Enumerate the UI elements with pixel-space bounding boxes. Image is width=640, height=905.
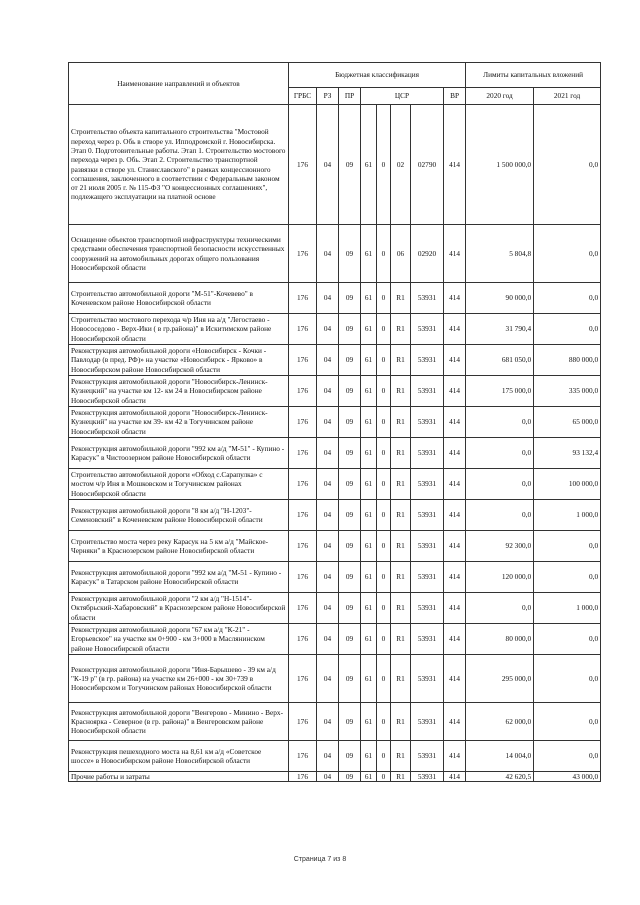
csr-part-3: R1 [391, 624, 411, 655]
limit-2021: 0,0 [534, 703, 601, 741]
grbs-code: 176 [289, 105, 317, 225]
csr-part-1: 61 [361, 562, 377, 593]
pr-code: 09 [339, 225, 361, 283]
rz-code: 04 [317, 407, 339, 438]
csr-part-4: 53931 [411, 376, 444, 407]
csr-part-1: 61 [361, 531, 377, 562]
csr-part-4: 53931 [411, 283, 444, 314]
csr-part-1: 61 [361, 741, 377, 772]
csr-part-1: 61 [361, 772, 377, 782]
grbs-code: 176 [289, 772, 317, 782]
csr-part-1: 61 [361, 283, 377, 314]
csr-part-1: 61 [361, 345, 377, 376]
vr-code: 414 [444, 741, 466, 772]
pr-code: 09 [339, 703, 361, 741]
header-pr: ПР [339, 88, 361, 105]
csr-part-3: R1 [391, 772, 411, 782]
grbs-code: 176 [289, 376, 317, 407]
csr-part-3: R1 [391, 469, 411, 500]
object-name: Реконструкция автомобильной дороги "Иня-Барышево - 39 км а/д "К-19 р" (в гр. района) на участке км 26+000 - км 30+739 в Новосибирском и Тогучинском районах Новосибирской области [69, 655, 289, 703]
limit-2021: 0,0 [534, 655, 601, 703]
csr-part-2: 0 [377, 283, 391, 314]
csr-part-3: R1 [391, 703, 411, 741]
csr-part-3: R1 [391, 531, 411, 562]
table-row [69, 438, 601, 469]
pr-code: 09 [339, 314, 361, 345]
pr-code: 09 [339, 105, 361, 225]
table-row [69, 225, 601, 283]
csr-part-3: R1 [391, 407, 411, 438]
table-row [69, 376, 601, 407]
limit-2020: 0,0 [466, 407, 534, 438]
limit-2021: 93 132,4 [534, 438, 601, 469]
limit-2020: 90 000,0 [466, 283, 534, 314]
grbs-code: 176 [289, 469, 317, 500]
table-body [69, 105, 601, 782]
csr-part-1: 61 [361, 703, 377, 741]
header-grbs: ГРБС [289, 88, 317, 105]
csr-part-1: 61 [361, 105, 377, 225]
limit-2020: 681 050,0 [466, 345, 534, 376]
csr-part-4: 53931 [411, 741, 444, 772]
csr-part-4: 02790 [411, 105, 444, 225]
pr-code: 09 [339, 593, 361, 624]
table-row [69, 772, 601, 782]
limit-2021: 1 000,0 [534, 500, 601, 531]
table-row [69, 562, 601, 593]
header-budget-classification: Бюджетная классификация [289, 63, 466, 88]
rz-code: 04 [317, 376, 339, 407]
csr-part-4: 02920 [411, 225, 444, 283]
limit-2020: 0,0 [466, 438, 534, 469]
pr-code: 09 [339, 655, 361, 703]
csr-part-1: 61 [361, 624, 377, 655]
grbs-code: 176 [289, 531, 317, 562]
object-name: Строительство объекта капитального строительства "Мостовой переход через р. Обь в створе ул. Ипподромской г. Новосибирска. Этап 0. Подготовительные работы. Этап 1. Строительство мостового перехода через р. Обь. Этап 2. Строительство транспортной развязки в створе ул. Станиславского" в рамках концессионного соглашения, заключенного в соответствии с Федеральным законом от 21 июля 2005 г. № 115-ФЗ "О концессионных соглашениях", подлежащего эксплуатации на платной основе [69, 105, 289, 225]
csr-part-2: 0 [377, 593, 391, 624]
csr-part-2: 0 [377, 655, 391, 703]
vr-code: 414 [444, 562, 466, 593]
header-csr: ЦСР [361, 88, 444, 105]
rz-code: 04 [317, 624, 339, 655]
limit-2021: 0,0 [534, 105, 601, 225]
rz-code: 04 [317, 593, 339, 624]
vr-code: 414 [444, 283, 466, 314]
vr-code: 414 [444, 500, 466, 531]
table-row [69, 593, 601, 624]
table-row [69, 345, 601, 376]
csr-part-2: 0 [377, 624, 391, 655]
csr-part-2: 0 [377, 407, 391, 438]
limit-2021: 100 000,0 [534, 469, 601, 500]
object-name: Реконструкция автомобильной дороги «Новосибирск - Кочки - Павлодар (в пред. РФ)» на участке «Новосибирск - Ярково» в Новосибирском районе Новосибирской области [69, 345, 289, 376]
pr-code: 09 [339, 438, 361, 469]
limit-2020: 42 620,5 [466, 772, 534, 782]
csr-part-1: 61 [361, 500, 377, 531]
object-name: Строительство автомобильной дороги "М-51"-Кочевево" в Коченевском районе Новосибирской области [69, 283, 289, 314]
csr-part-3: R1 [391, 500, 411, 531]
limit-2021: 0,0 [534, 314, 601, 345]
rz-code: 04 [317, 225, 339, 283]
limit-2020: 80 000,0 [466, 624, 534, 655]
csr-part-2: 0 [377, 345, 391, 376]
vr-code: 414 [444, 703, 466, 741]
table-row [69, 531, 601, 562]
csr-part-2: 0 [377, 500, 391, 531]
limit-2020: 14 004,0 [466, 741, 534, 772]
csr-part-4: 53931 [411, 500, 444, 531]
limit-2020: 175 000,0 [466, 376, 534, 407]
table-row [69, 407, 601, 438]
csr-part-4: 53931 [411, 314, 444, 345]
csr-part-4: 53931 [411, 772, 444, 782]
rz-code: 04 [317, 469, 339, 500]
rz-code: 04 [317, 531, 339, 562]
table-row [69, 469, 601, 500]
header-capital-limits: Лимиты капитальных вложений [466, 63, 601, 88]
limit-2021: 43 000,0 [534, 772, 601, 782]
object-name: Реконструкция автомобильной дороги "67 км а/д "К-21" - Егорьевское" на участке км 0+900 - км 3+000 в Маслянинском районе Новосибирской области [69, 624, 289, 655]
csr-part-4: 53931 [411, 562, 444, 593]
csr-part-3: R1 [391, 655, 411, 703]
object-name: Прочие работы и затраты [69, 772, 289, 782]
table-row [69, 741, 601, 772]
limit-2020: 1 500 000,0 [466, 105, 534, 225]
table-row [69, 283, 601, 314]
table-row [69, 105, 601, 225]
grbs-code: 176 [289, 283, 317, 314]
header-2021: 2021 год [534, 88, 601, 105]
csr-part-1: 61 [361, 314, 377, 345]
pr-code: 09 [339, 407, 361, 438]
vr-code: 414 [444, 225, 466, 283]
rz-code: 04 [317, 283, 339, 314]
csr-part-2: 0 [377, 376, 391, 407]
limit-2021: 1 000,0 [534, 593, 601, 624]
rz-code: 04 [317, 703, 339, 741]
page-number: Страница 7 из 8 [293, 856, 347, 863]
limit-2020: 62 000,0 [466, 703, 534, 741]
grbs-code: 176 [289, 593, 317, 624]
vr-code: 414 [444, 531, 466, 562]
pr-code: 09 [339, 376, 361, 407]
csr-part-3: R1 [391, 376, 411, 407]
table-row [69, 703, 601, 741]
rz-code: 04 [317, 105, 339, 225]
csr-part-3: R1 [391, 345, 411, 376]
csr-part-1: 61 [361, 438, 377, 469]
table-row [69, 500, 601, 531]
grbs-code: 176 [289, 314, 317, 345]
grbs-code: 176 [289, 500, 317, 531]
limit-2020: 0,0 [466, 593, 534, 624]
limit-2021: 0,0 [534, 624, 601, 655]
vr-code: 414 [444, 593, 466, 624]
csr-part-4: 53931 [411, 593, 444, 624]
csr-part-2: 0 [377, 438, 391, 469]
limit-2020: 92 300,0 [466, 531, 534, 562]
limit-2020: 5 804,8 [466, 225, 534, 283]
csr-part-2: 0 [377, 531, 391, 562]
csr-part-1: 61 [361, 469, 377, 500]
csr-part-1: 61 [361, 407, 377, 438]
vr-code: 414 [444, 624, 466, 655]
csr-part-1: 61 [361, 225, 377, 283]
capital-investment-table [68, 62, 601, 782]
pr-code: 09 [339, 531, 361, 562]
csr-part-2: 0 [377, 105, 391, 225]
rz-code: 04 [317, 772, 339, 782]
rz-code: 04 [317, 438, 339, 469]
limit-2021: 0,0 [534, 562, 601, 593]
limit-2020: 31 790,4 [466, 314, 534, 345]
object-name: Реконструкция автомобильной дороги "992 км а/д "М-51" - Купино - Карасук" в Чистоозерном районе Новосибирской области [69, 438, 289, 469]
pr-code: 09 [339, 345, 361, 376]
rz-code: 04 [317, 655, 339, 703]
limit-2021: 335 000,0 [534, 376, 601, 407]
object-name: Реконструкция автомобильной дороги "992 км а/д "М-51 - Купино - Карасук" в Татарском районе Новосибирской области [69, 562, 289, 593]
csr-part-1: 61 [361, 593, 377, 624]
header-rz: РЗ [317, 88, 339, 105]
grbs-code: 176 [289, 562, 317, 593]
csr-part-2: 0 [377, 772, 391, 782]
pr-code: 09 [339, 469, 361, 500]
grbs-code: 176 [289, 624, 317, 655]
limit-2021: 880 000,0 [534, 345, 601, 376]
csr-part-3: R1 [391, 283, 411, 314]
object-name: Строительство моста через реку Карасук на 5 км а/д "Майское-Черняки" в Краснозерском районе Новосибирской области [69, 531, 289, 562]
rz-code: 04 [317, 741, 339, 772]
csr-part-2: 0 [377, 703, 391, 741]
limit-2020: 120 000,0 [466, 562, 534, 593]
object-name: Реконструкция автомобильной дороги "Новосибирск-Ленинск-Кузнецкий" на участке км 39- км 42 в Тогучинском районе Новосибирской области [69, 407, 289, 438]
rz-code: 04 [317, 345, 339, 376]
csr-part-3: R1 [391, 593, 411, 624]
vr-code: 414 [444, 105, 466, 225]
csr-part-3: 06 [391, 225, 411, 283]
object-name: Строительство мостового перехода ч/р Иня на а/д "Легостаево - Новососедово - Верх-Ики ( в гр.района)" в Искитимском районе Новосибирской области [69, 314, 289, 345]
csr-part-3: R1 [391, 438, 411, 469]
pr-code: 09 [339, 741, 361, 772]
grbs-code: 176 [289, 438, 317, 469]
header-vr: ВР [444, 88, 466, 105]
limit-2021: 0,0 [534, 225, 601, 283]
pr-code: 09 [339, 500, 361, 531]
csr-part-1: 61 [361, 376, 377, 407]
grbs-code: 176 [289, 225, 317, 283]
csr-part-2: 0 [377, 469, 391, 500]
pr-code: 09 [339, 562, 361, 593]
table-row [69, 314, 601, 345]
rz-code: 04 [317, 314, 339, 345]
csr-part-3: R1 [391, 314, 411, 345]
csr-part-4: 53931 [411, 438, 444, 469]
object-name: Строительство автомобильной дороги «Обход с.Сарапулка» с мостом ч/р Иня в Мошковском и Тогучинском районах Новосибирской области [69, 469, 289, 500]
object-name: Реконструкция автомобильной дороги "8 км а/д "Н-1203"- Семеновский" в Коченевском районе Новосибирской области [69, 500, 289, 531]
pr-code: 09 [339, 283, 361, 314]
grbs-code: 176 [289, 407, 317, 438]
grbs-code: 176 [289, 655, 317, 703]
limit-2021: 0,0 [534, 531, 601, 562]
csr-part-4: 53931 [411, 655, 444, 703]
header-name-col: Наименование направлений и объектов [69, 63, 289, 105]
header-2020: 2020 год [466, 88, 534, 105]
table-row [69, 655, 601, 703]
csr-part-3: R1 [391, 562, 411, 593]
csr-part-4: 53931 [411, 407, 444, 438]
rz-code: 04 [317, 562, 339, 593]
table-row [69, 624, 601, 655]
csr-part-2: 0 [377, 314, 391, 345]
vr-code: 414 [444, 345, 466, 376]
limit-2020: 0,0 [466, 500, 534, 531]
csr-part-4: 53931 [411, 703, 444, 741]
vr-code: 414 [444, 407, 466, 438]
limit-2020: 295 000,0 [466, 655, 534, 703]
pr-code: 09 [339, 772, 361, 782]
vr-code: 414 [444, 655, 466, 703]
limit-2020: 0,0 [466, 469, 534, 500]
vr-code: 414 [444, 314, 466, 345]
csr-part-3: 02 [391, 105, 411, 225]
csr-part-3: R1 [391, 741, 411, 772]
csr-part-2: 0 [377, 562, 391, 593]
vr-code: 414 [444, 772, 466, 782]
vr-code: 414 [444, 438, 466, 469]
limit-2021: 0,0 [534, 741, 601, 772]
grbs-code: 176 [289, 741, 317, 772]
rz-code: 04 [317, 500, 339, 531]
csr-part-4: 53931 [411, 469, 444, 500]
csr-part-4: 53931 [411, 531, 444, 562]
pr-code: 09 [339, 624, 361, 655]
csr-part-4: 53931 [411, 624, 444, 655]
limit-2021: 65 000,0 [534, 407, 601, 438]
csr-part-1: 61 [361, 655, 377, 703]
object-name: Реконструкция пешеходного моста на 8,61 км а/д «Советское шоссе» в Новосибирском районе Новосибирской области [69, 741, 289, 772]
csr-part-2: 0 [377, 225, 391, 283]
object-name: Реконструкция автомобильной дороги "2 км а/д "Н-1514"- Октябрьский-Хабаровский" в Краснозерском районе Новосибирской области [69, 593, 289, 624]
csr-part-2: 0 [377, 741, 391, 772]
grbs-code: 176 [289, 345, 317, 376]
csr-part-4: 53931 [411, 345, 444, 376]
vr-code: 414 [444, 376, 466, 407]
vr-code: 414 [444, 469, 466, 500]
object-name: Реконструкция автомобильной дороги "Новосибирск-Ленинск-Кузнецкий" на участке км 12- км 24 в Новосибирском районе Новосибирской области [69, 376, 289, 407]
object-name: Реконструкция автомобильной дороги "Венгерово - Минино - Верх-Красноярка - Северное (в гр. района)" в Венгеровском районе Новосибирской области [69, 703, 289, 741]
object-name: Оснащение объектов транспортной инфраструктуры техническими средствами обеспечения транспортной безопасности искусственных сооружений на автомобильных дорогах общего пользования Новосибирской области [69, 225, 289, 283]
grbs-code: 176 [289, 703, 317, 741]
limit-2021: 0,0 [534, 283, 601, 314]
